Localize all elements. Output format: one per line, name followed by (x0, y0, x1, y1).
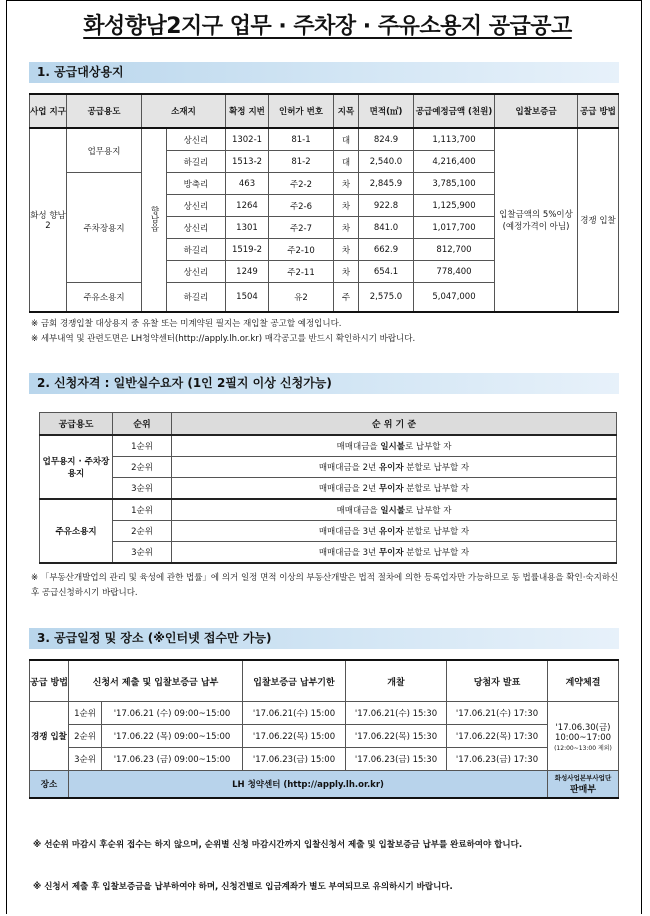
contract-cell (548, 702, 619, 771)
criteria-prefix: 매매대금을 (318, 527, 360, 537)
announce-cell: '17.06.21(수) 17:30 (447, 702, 548, 725)
row-jibun: 1264 (226, 195, 269, 217)
row-loc: 상신리 (167, 217, 226, 239)
criteria-emphasis: 일시불 (380, 506, 405, 516)
row-price: 3,785,100 (414, 173, 495, 195)
th-method: 공급 방법 (30, 660, 69, 702)
row-permit: 주2-10 (269, 239, 334, 261)
bottom-note-2: ※ 신청서 제출 후 입찰보증금을 납부하여야 하며, 신청건별로 입금계좌가 별도 부여되므로 유의하시기 바랍니다. (33, 882, 453, 892)
row-permit: 81-2 (269, 151, 334, 173)
group-gas-station: 주유소용지 (40, 499, 113, 563)
row-jimok: 차 (334, 217, 359, 239)
criteria-rest: 로 납부할 자 (404, 442, 452, 452)
section-3-heading: 3. 공급일정 및 장소 (※인터넷 접수만 가능) (29, 628, 619, 649)
row-area: 654.1 (359, 261, 414, 283)
rank-cell: 1순위 (113, 499, 172, 521)
supply-target-table (29, 93, 619, 313)
criteria-rest: 로 납부할 자 (404, 506, 452, 516)
criteria-prefix: 매매대금을 (318, 484, 360, 494)
row-jibun: 1302-1 (226, 128, 269, 151)
th-apply: 신청서 제출 및 입찰보증금 납부 (69, 660, 243, 702)
th-deadline: 입찰보증금 납부기한 (243, 660, 346, 702)
criteria-years: 2년 (362, 484, 379, 494)
eligibility-table (39, 412, 617, 564)
row-area: 662.9 (359, 239, 414, 261)
th-criteria: 순 위 기 준 (172, 413, 617, 436)
row-jibun: 1519-2 (226, 239, 269, 261)
row-jimok: 대 (334, 128, 359, 151)
open-cell: '17.06.22(목) 15:30 (346, 725, 447, 748)
row-area: 2,575.0 (359, 283, 414, 313)
row-loc: 하길리 (167, 239, 226, 261)
section-2-heading: 2. 신청자격 : 일반실수요자 (1인 2필지 이상 신청가능) (29, 373, 619, 394)
row-price: 1,125,900 (414, 195, 495, 217)
row-price: 812,700 (414, 239, 495, 261)
deadline-cell: '17.06.21(수) 15:00 (243, 702, 346, 725)
th-open: 개찰 (346, 660, 447, 702)
group-business-parking: 업무용지 · 주차장용지 (40, 435, 113, 499)
criteria-cell (172, 457, 617, 478)
th-supply-use: 공급용도 (40, 413, 113, 436)
row-permit: 주2-2 (269, 173, 334, 195)
criteria-rest: 분할로 납부할 자 (403, 484, 470, 494)
th-rank: 순위 (113, 413, 172, 436)
row-jimok: 차 (334, 195, 359, 217)
page-title: 화성향남2지구 업무 · 주차장 · 주유소용지 공급공고 (83, 14, 572, 39)
place-contract-dept: 판매부 (569, 785, 597, 795)
row-jibun: 1301 (226, 217, 269, 239)
deadline-cell: '17.06.22(목) 15:00 (243, 725, 346, 748)
apply-cell: '17.06.22 (목) 09:00~15:00 (102, 725, 243, 748)
criteria-years: 3년 (362, 527, 379, 537)
th-contract: 계약체결 (548, 660, 619, 702)
contract-time: 10:00~17:00 (554, 732, 612, 743)
th-jimok: 지목 (334, 94, 359, 128)
place-contract (548, 771, 619, 799)
criteria-emphasis: 유이자 (378, 463, 404, 473)
row-loc: 상신리 (167, 128, 226, 151)
criteria-emphasis: 무이자 (378, 484, 404, 494)
section-1-heading: 1. 공급대상용지 (29, 62, 619, 83)
use-parking: 주차장용지 (67, 173, 142, 283)
rank-cell: 1순위 (69, 702, 102, 725)
place-label: 장소 (30, 771, 69, 799)
section-1-note-2: ※ 세부내역 및 관련도면은 LH청약센터(http://apply.lh.or.kr) 매각공고를 반드시 확인하시기 바랍니다. (31, 334, 416, 344)
row-area: 922.8 (359, 195, 414, 217)
schedule-table (29, 659, 619, 799)
criteria-years: 3년 (362, 548, 379, 558)
row-loc: 상신리 (167, 195, 226, 217)
criteria-rest: 분할로 납부할 자 (403, 463, 470, 473)
row-area: 824.9 (359, 128, 414, 151)
th-method: 공급 방법 (578, 94, 619, 128)
criteria-emphasis: 유이자 (378, 527, 404, 537)
use-business: 업무용지 (67, 128, 142, 173)
place-value: LH 청약센터 (http://apply.lh.or.kr) (69, 771, 548, 799)
section-2-note: ※ 「부동산개발업의 관리 및 육성에 관한 법률」에 의거 일정 면적 이상의 부동산개발은 법적 절차에 의한 등록업자만 가능하므로 동 법률내용을 확인·숙지하신 후 공급신청하시기 바랍니다. (31, 573, 619, 598)
row-jimok: 차 (334, 239, 359, 261)
row-price: 1,017,700 (414, 217, 495, 239)
criteria-prefix: 매매대금을 (318, 548, 360, 558)
village-cell (142, 128, 167, 312)
th-deposit: 입찰보증금 (495, 94, 578, 128)
th-district: 사업 지구 (30, 94, 67, 128)
criteria-years: 2년 (362, 463, 379, 473)
row-loc: 상신리 (167, 261, 226, 283)
deadline-cell: '17.06.23(금) 15:00 (243, 748, 346, 771)
announce-cell: '17.06.23(금) 17:30 (447, 748, 548, 771)
apply-cell: '17.06.23 (금) 09:00~15:00 (102, 748, 243, 771)
th-announce: 당첨자 발표 (447, 660, 548, 702)
row-permit: 주2-11 (269, 261, 334, 283)
criteria-cell (172, 478, 617, 500)
method-cell: 경쟁 입찰 (578, 128, 619, 312)
use-gas: 주유소용지 (67, 283, 142, 313)
village-label: 향남읍 (149, 205, 159, 232)
rank-cell: 1순위 (113, 435, 172, 457)
th-permit: 인허가 번호 (269, 94, 334, 128)
row-jibun: 1504 (226, 283, 269, 313)
contract-date: '17.06.30(금) (555, 722, 611, 733)
contract-lunch: (12:00~13:00 제외) (554, 744, 612, 752)
row-jimok: 대 (334, 151, 359, 173)
notice-page (6, 0, 642, 914)
rank-cell: 3순위 (69, 748, 102, 771)
criteria-rest: 분할로 납부할 자 (403, 548, 470, 558)
criteria-prefix: 매매대금을 (336, 442, 378, 452)
rank-cell: 3순위 (113, 542, 172, 564)
criteria-prefix: 매매대금을 (336, 506, 378, 516)
row-jimok: 주 (334, 283, 359, 313)
row-permit: 81-1 (269, 128, 334, 151)
row-jimok: 차 (334, 173, 359, 195)
th-price: 공급예정금액 (천원) (414, 94, 495, 128)
row-permit: 주2-7 (269, 217, 334, 239)
open-cell: '17.06.23(금) 15:30 (346, 748, 447, 771)
row-area: 2,540.0 (359, 151, 414, 173)
criteria-cell (172, 521, 617, 542)
deposit-cell: 입찰금액의 5%이상 (예정가격이 아님) (495, 128, 578, 312)
row-loc: 방축리 (167, 173, 226, 195)
announce-cell: '17.06.22(목) 17:30 (447, 725, 548, 748)
open-cell: '17.06.21(수) 15:30 (346, 702, 447, 725)
row-area: 841.0 (359, 217, 414, 239)
rank-cell: 2순위 (69, 725, 102, 748)
row-jibun: 1513-2 (226, 151, 269, 173)
apply-cell: '17.06.21 (수) 09:00~15:00 (102, 702, 243, 725)
criteria-cell (172, 542, 617, 564)
criteria-prefix: 매매대금을 (318, 463, 360, 473)
criteria-rest: 분할로 납부할 자 (403, 527, 470, 537)
place-contract-office: 화성사업본부사업단 (554, 774, 612, 782)
row-loc: 하길리 (167, 151, 226, 173)
th-location: 소재지 (142, 94, 226, 128)
bottom-note-1: ※ 선순위 마감시 후순위 접수는 하지 않으며, 순위별 신청 마감시간까지 입찰신청서 제출 및 입찰보증금 납부를 완료하여야 합니다. (33, 840, 523, 850)
row-permit: 유2 (269, 283, 334, 313)
rank-cell: 3순위 (113, 478, 172, 500)
row-price: 4,216,400 (414, 151, 495, 173)
row-jibun: 1249 (226, 261, 269, 283)
row-jibun: 463 (226, 173, 269, 195)
criteria-cell (172, 435, 617, 457)
row-price: 5,047,000 (414, 283, 495, 313)
row-area: 2,845.9 (359, 173, 414, 195)
row-price: 778,400 (414, 261, 495, 283)
method-cell: 경쟁 입찰 (30, 702, 69, 771)
row-price: 1,113,700 (414, 128, 495, 151)
row-jimok: 차 (334, 261, 359, 283)
row-permit: 주2-6 (269, 195, 334, 217)
criteria-emphasis: 무이자 (378, 548, 404, 558)
rank-cell: 2순위 (113, 457, 172, 478)
district-cell: 화성 향남2 (30, 128, 67, 312)
th-use: 공급용도 (67, 94, 142, 128)
rank-cell: 2순위 (113, 521, 172, 542)
section-1-note-1: ※ 금회 경쟁입찰 대상용지 중 유찰 또는 미계약된 필지는 재입찰 공고할 예정입니다. (31, 319, 342, 329)
th-area: 면적(㎡) (359, 94, 414, 128)
criteria-emphasis: 일시불 (380, 442, 405, 452)
th-jibun: 확정 지번 (226, 94, 269, 128)
criteria-cell (172, 499, 617, 521)
row-loc: 하길리 (167, 283, 226, 313)
